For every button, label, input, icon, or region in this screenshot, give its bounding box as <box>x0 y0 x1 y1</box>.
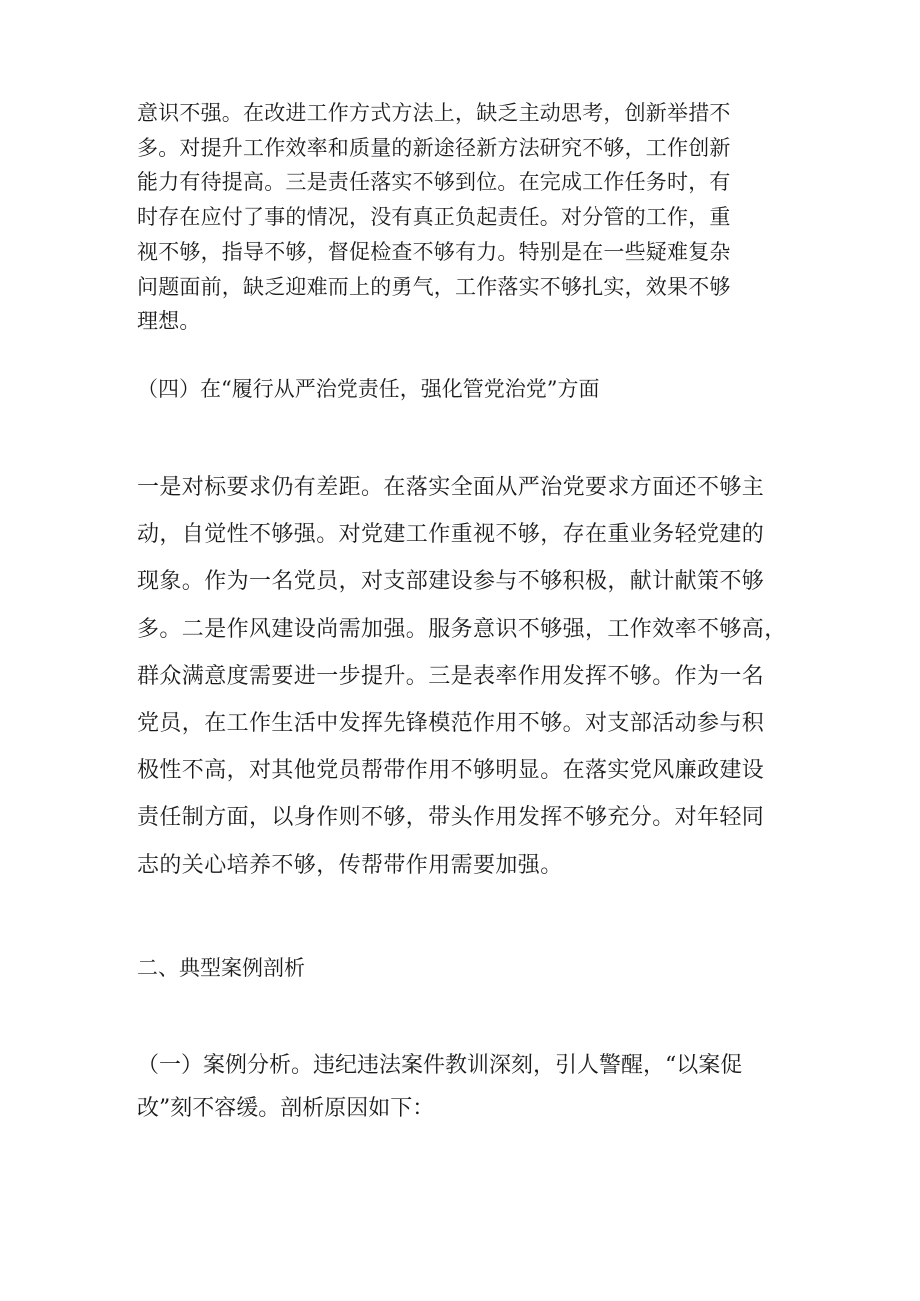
section-four-heading: （四）在“履行从严治党责任，强化管党治党”方面 <box>137 377 600 401</box>
section-four-body: 一是对标要求仍有差距。在落实全面从严治党要求方面还不够主 动，自觉性不够强。对党建工作重视不够，存在重业务轻党建的 现象。作为一名党员，对支部建设参与不够积极，献计献策不够 多。二是作风建设尚需加强。服务意识不够强，工作效率不够高， 群众满意度需要进一步提升。三是表率作用发挥不够。作为一名 党员，在工作生活中发挥先锋模范作用不够。对支部活动参与积 极性不高，对其他党员帮带作用不够明显。在落实党风廉政建设 责任制方面，以身作则不够，带头作用发挥不够充分。对年轻同 志的关心培养不够，传帮带作用需要加强。 <box>137 475 787 878</box>
paragraph-continued: 意识不强。在改进工作方式方法上，缺乏主动思考，创新举措不 多。对提升工作效率和质量的新途径新方法研究不够，工作创新 能力有待提高。三是责任落实不够到位。在完成工作任务时，有 时存在应付了事的情况，没有真正负起责任。对分管的工作，重 视不够，指导不够，督促检查不够有力。特别是在一些疑难复杂 问题面前，缺乏迎难而上的勇气，工作落实不够扎实，效果不够 理想。 <box>137 101 731 334</box>
part-two-heading: 二、典型案例剖析 <box>137 956 305 980</box>
case-analysis-paragraph: （一）案例分析。违纪违法案件教训深刻，引人警醒，“以案促 改”刻不容缓。剖析原因如下： <box>137 1053 743 1121</box>
